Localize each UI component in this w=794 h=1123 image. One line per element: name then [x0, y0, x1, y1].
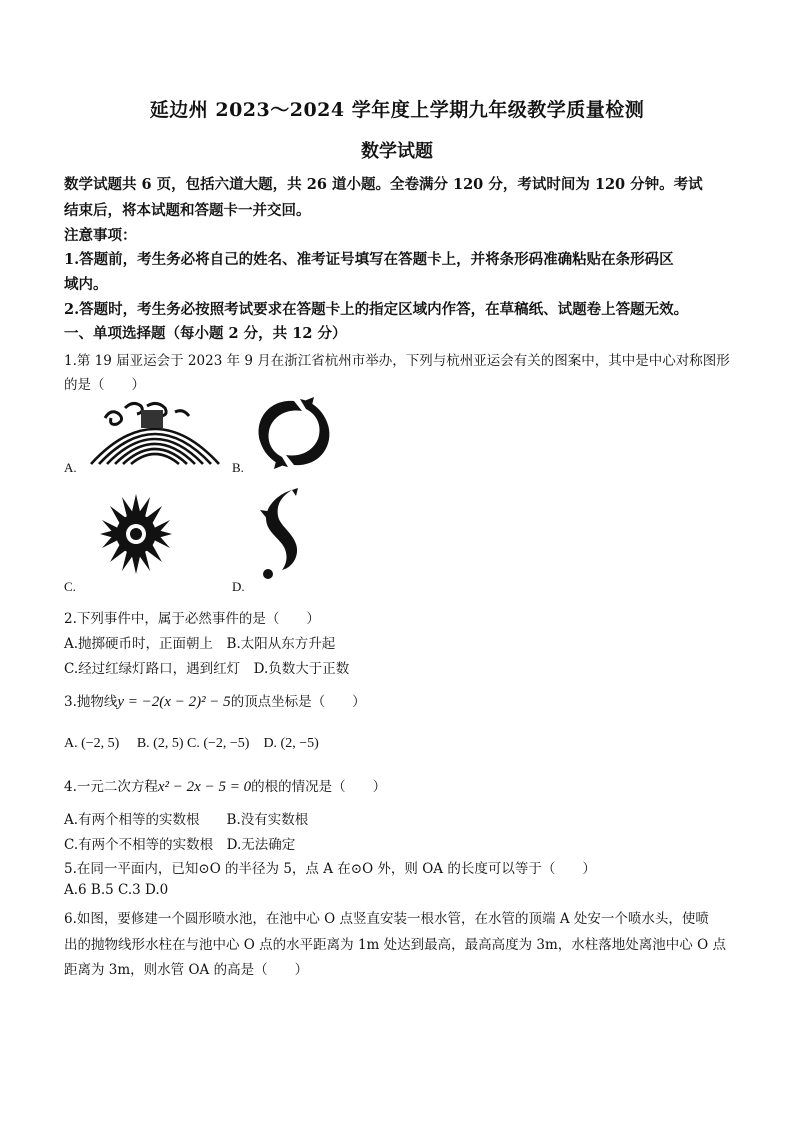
- q4-stem-prefix: 4.一元二次方程: [64, 779, 158, 795]
- q1-option-a-wave-rainbow-image: [85, 398, 225, 468]
- notice-2: 2.答题时，考生务必按照考试要求在答题卡上的指定区域内作答，在草稿纸、试题卷上答题无效。: [64, 301, 689, 318]
- q6-stem-line-3: 距离为 3m，则水管 OA 的高是（ ）: [64, 962, 309, 978]
- q1-option-c-sun-image: [98, 490, 174, 576]
- q3-stem-prefix: 3.抛物线: [64, 694, 118, 710]
- exam-subtitle: 数学试题: [361, 141, 433, 162]
- q3-stem-suffix: 的顶点坐标是（ ）: [230, 694, 366, 710]
- q1-option-d-label: D.: [232, 579, 245, 594]
- q1-option-a-label: A.: [64, 460, 77, 475]
- notice-1-line-1: 1.答题前，考生务必将自己的姓名、准考证号填写在答题卡上，并将条形码准确粘贴在条形码区: [64, 251, 674, 268]
- intro-line-2: 结束后，将本试题和答题卡一并交回。: [64, 202, 311, 219]
- intro-line-1: 数学试题共 6 页，包括六道大题，共 26 道小题。全卷满分 120 分，考试时间为 120 分钟。考试: [64, 176, 703, 193]
- q3-stem: [64, 690, 366, 711]
- q4-options-line-1: A.有两个相等的实数根 B.没有实数根: [64, 812, 309, 828]
- q1-stem-line-2: 的是（ ）: [64, 377, 145, 393]
- q1-option-b-two-fish-image: [252, 395, 336, 471]
- q2-options-line-1: A.抛掷硬币时，正面朝上 B.太阳从东方升起: [64, 636, 336, 652]
- q2-stem: 2.下列事件中，属于必然事件的是（ ）: [64, 611, 320, 627]
- section-1-heading: 一、单项选择题（每小题 2 分，共 12 分）: [64, 325, 347, 342]
- q4-formula: x² − 2x − 5 = 0: [157, 779, 252, 795]
- notice-title: 注意事项：: [64, 227, 137, 244]
- exam-title: 延边州 2023～2024 学年度上学期九年级教学质量检测: [149, 99, 645, 121]
- q4-options-line-2: C.有两个不相等的实数根 D.无法确定: [64, 837, 296, 853]
- notice-1-line-2: 域内。: [64, 276, 108, 293]
- q6-stem-line-2: 出的抛物线形水柱在与池中心 O 点的水平距离为 1m 处达到最高，最高高度为 3m，水柱落地处离池中心 O 点: [64, 937, 726, 953]
- q4-stem: [64, 775, 386, 796]
- q1-option-c-label: C.: [64, 579, 76, 594]
- q1-stem-line-1: 1.第 19 届亚运会于 2023 年 9 月在浙江省杭州市举办，下列与杭州亚运会有关的图案中，其中是中心对称图形: [64, 353, 730, 369]
- q1-option-b-label: B.: [232, 460, 244, 475]
- q4-stem-suffix: 的根的情况是（ ）: [251, 779, 387, 795]
- q1-option-d-dolphin-image: [252, 486, 316, 582]
- q3-formula: y = −2(x − 2)² − 5: [117, 694, 231, 710]
- q5-stem: 5.在同一平面内，已知⊙O 的半径为 5，点 A 在⊙O 外，则 OA 的长度可以等于（ ）: [64, 861, 596, 877]
- q2-options-line-2: C.经过红绿灯路口，遇到红灯 D.负数大于正数: [64, 661, 350, 677]
- q6-stem-line-1: 6.如图，要修建一个圆形喷水池，在池中心 O 点竖直安装一根水管，在水管的顶端 A 处安一个喷水头，使喷: [64, 911, 709, 927]
- q5-options: A.6 B.5 C.3 D.0: [64, 882, 169, 898]
- q3-options: A. (−2, 5) B. (2, 5) C. (−2, −5) D. (2, −5): [64, 736, 319, 751]
